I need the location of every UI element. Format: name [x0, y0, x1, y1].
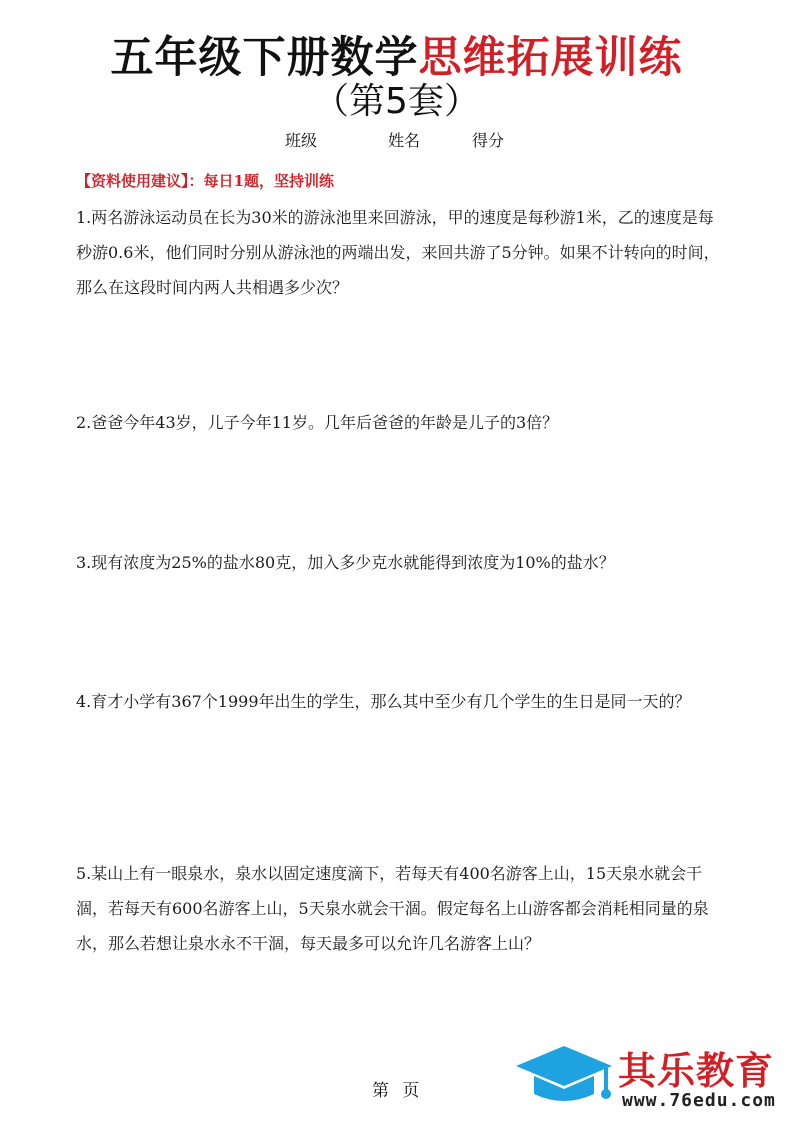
name-field-label: 姓名	[388, 131, 421, 150]
question-1: 1.两名游泳运动员在长为30米的游泳池里来回游泳，甲的速度是每秒游1米，乙的速度是每秒游0.6米，他们同时分别从游泳池的两端出发，来回共游了5分钟。如果不计转向的时间，那么在这段时间内两人共相遇多少次？	[76, 208, 720, 297]
brand-name: 其乐教育	[618, 1049, 775, 1093]
page-title	[0, 34, 793, 82]
brand-url: www.76edu.com	[622, 1090, 776, 1111]
title-highlight: 思维拓展训练	[418, 33, 683, 83]
class-field-label: 班级	[285, 131, 318, 150]
page-subtitle: （第5套）	[313, 81, 480, 122]
student-info-fields	[0, 128, 793, 150]
brand-logo	[512, 1038, 787, 1118]
graduation-cap-icon	[512, 1044, 616, 1110]
question-2: 2.爸爸今年43岁，儿子今年11岁。几年后爸爸的年龄是儿子的3倍？	[76, 413, 559, 432]
title-main: 五年级下册数学	[110, 33, 419, 83]
question-5: 5.某山上有一眼泉水，泉水以固定速度滴下，若每天有400名游客上山，15天泉水就会干涸，若每天有600名游客上山，5天泉水就会干涸。假定每名上山游客都会消耗相同量的泉水，那么若想让泉水永不干涸，每天最多可以允许几名游客上山？	[76, 864, 709, 953]
question-3: 3.现有浓度为25%的盐水80克，加入多少克水就能得到浓度为10%的盐水？	[76, 553, 615, 572]
usage-advice: 【资料使用建议】：每日1题，坚持训练	[76, 172, 334, 190]
question-4: 4.育才小学有367个1999年出生的学生，那么其中至少有几个学生的生日是同一天的？	[76, 692, 691, 711]
page-number-label: 第 页	[372, 1081, 424, 1101]
score-field-label: 得分	[472, 131, 505, 150]
